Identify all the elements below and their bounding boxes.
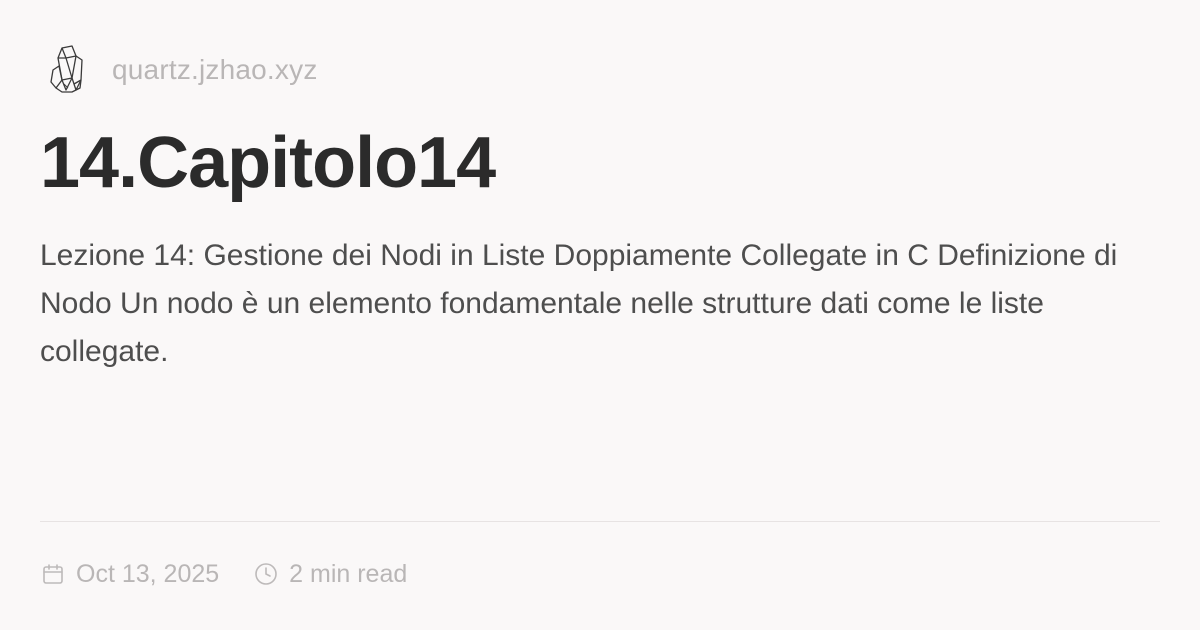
reading-time: 2 min read: [289, 559, 408, 588]
date-meta: [40, 560, 219, 589]
divider: [40, 521, 1160, 522]
clock-icon: [253, 561, 279, 587]
page-meta: [40, 555, 441, 593]
calendar-icon: [40, 561, 66, 587]
site-name[interactable]: quartz.jzhao.xyz: [112, 54, 318, 85]
site-header: [40, 40, 318, 100]
page-description: Lezione 14: Gestione dei Nodi in Liste Doppiamente Collegate in C Definizione di Nodo Un nodo è un elemento fondamentale nelle strutture dati come le liste collegate.: [40, 239, 1118, 368]
page-title: 14.Capitolo14: [40, 123, 496, 203]
preview-card: [40, 40, 1160, 590]
crystal-cluster-icon: [40, 40, 96, 100]
reading-time-meta: [253, 560, 407, 589]
publish-date: Oct 13, 2025: [76, 559, 220, 588]
